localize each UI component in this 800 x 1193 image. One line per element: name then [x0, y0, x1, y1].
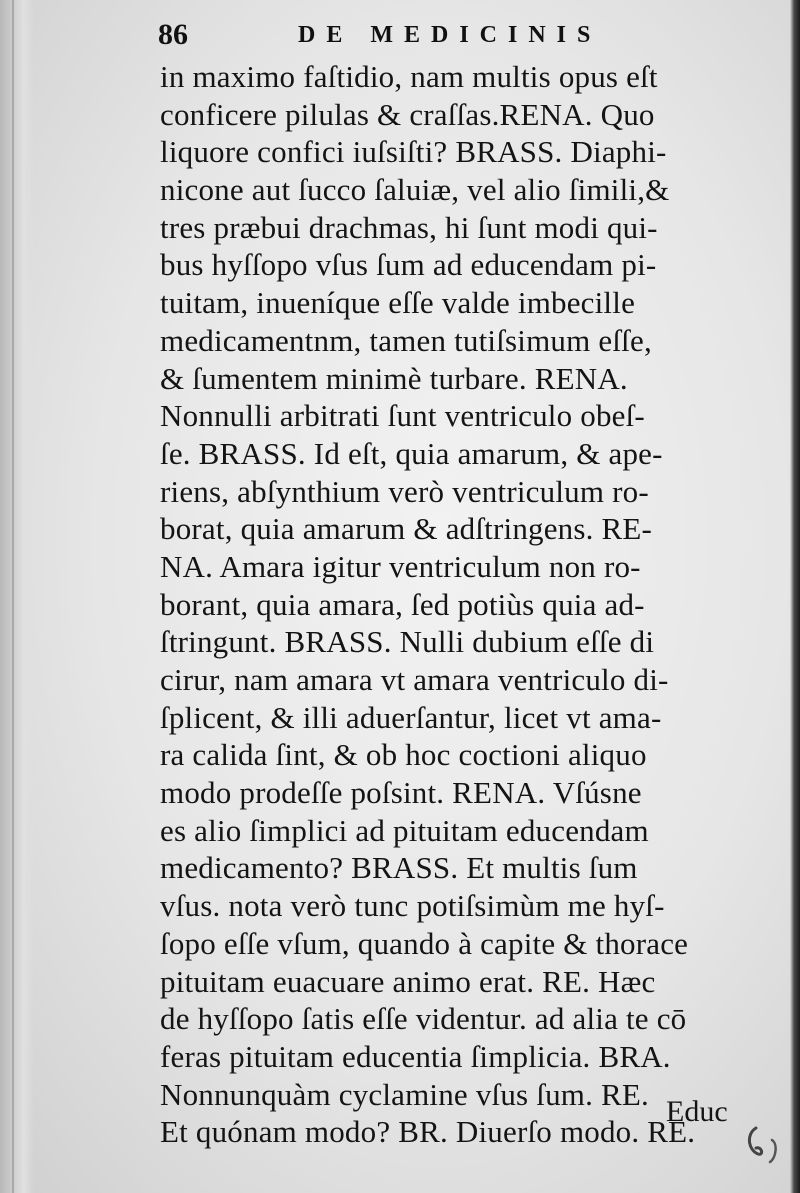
text-line: ſopo eſſe vſum, quando à capite & thorace [160, 925, 689, 961]
page-header [158, 18, 638, 58]
page-number: 86 [158, 18, 188, 51]
text-line: tuitam, inueníque eſſe valde imbecille [160, 285, 636, 321]
text-line: conficere pilulas & craſſas.RENA. Quo [160, 96, 655, 132]
body-text [160, 58, 760, 1151]
text-line: vſus. nota verò tunc potiſsimùm me hyſ- [160, 888, 665, 924]
gutter-line [12, 0, 14, 1193]
ink-flourish-icon [742, 1120, 782, 1168]
text-line: feras pituitam educentia ſimplicia. BRA. [160, 1038, 671, 1074]
text-line: medicamentnm, tamen tutiſsimum eſſe, [160, 322, 652, 358]
text-line: Nonnunquàm cyclamine vſus ſum. RE. [160, 1076, 649, 1112]
text-line: pituitam euacuare animo erat. RE. Hæc [160, 963, 656, 999]
text-line: medicamento? BRASS. Et multis ſum [160, 850, 638, 886]
text-line: in maximo faſtidio, nam multis opus eſt [160, 59, 658, 94]
page-edge-shadow [790, 0, 800, 1193]
text-line: & ſumentem minimè turbare. RENA. [160, 360, 628, 396]
text-line: Et quónam modo? BR. Diuerſo modo. RE. [160, 1114, 696, 1150]
text-line: ſe. BRASS. Id eſt, quia amarum, & ape- [160, 435, 663, 471]
binding-shadow [0, 0, 34, 1193]
text-line: riens, abſynthium verò ventriculum ro- [160, 473, 649, 509]
text-line: liquore confici iuſsiſti? BRASS. Diaphi- [160, 134, 667, 170]
catchword: Educ [666, 1095, 728, 1128]
text-line: ſtringunt. BRASS. Nulli dubium eſſe di [160, 624, 655, 660]
text-line: nicone aut ſucco ſaluiæ, vel alio ſimili,& [160, 172, 670, 208]
text-line: NA. Amara igitur ventriculum non ro- [160, 548, 641, 584]
running-head: DE MEDICINIS [298, 22, 602, 48]
text-line: Nonnulli arbitrati ſunt ventriculo obeſ- [160, 398, 645, 434]
text-line: modo prodeſſe poſsint. RENA. Vſúsne [160, 775, 642, 811]
text-line: borant, quia amara, ſed potiùs quia ad- [160, 586, 645, 622]
text-line: de hyſſopo ſatis eſſe videntur. ad alia te cō [160, 1001, 687, 1037]
text-line: ſplicent, & illi aduerſantur, licet vt ama- [160, 699, 662, 735]
text-line: bus hyſſopo vſus ſum ad educendam pi- [160, 247, 657, 283]
text-line: es alio ſimplici ad pituitam educendam [160, 812, 649, 848]
text-line: ra calida ſint, & ob hoc coctioni aliquo [160, 737, 647, 773]
text-line: cirur, nam amara vt amara ventriculo di- [160, 662, 669, 697]
text-line: tres præbui drachmas, hi ſunt modi qui- [160, 209, 658, 245]
text-line: borat, quia amarum & adſtringens. RE- [160, 511, 653, 547]
